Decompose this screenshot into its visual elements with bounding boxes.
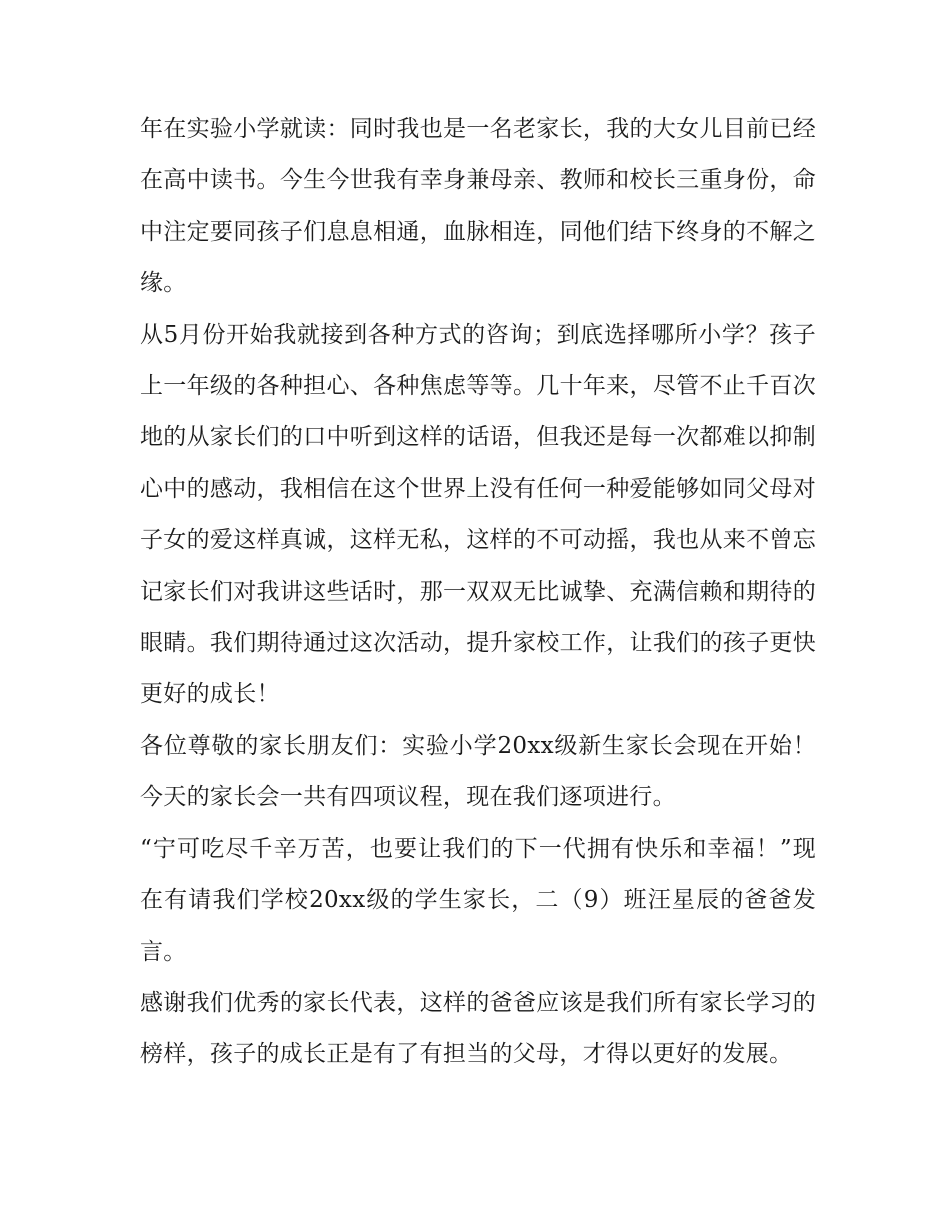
paragraph-1: 年在实验小学就读：同时我也是一名老家长，我的大女儿目前已经在高中读书。今生今世我有幸身兼母亲、教师和校长三重身份，命中注定要同孩子们息息相通，血脉相连，同他们结下终身的不解之缘。 bbox=[140, 116, 816, 297]
document-body bbox=[140, 104, 816, 1081]
paragraph-3: 各位尊敬的家长朋友们：实验小学20xx级新生家长会现在开始！ 今天的家长会一共有四项议程，现在我们逐项进行。 bbox=[140, 732, 816, 811]
paragraph-4: “宁可吃尽千辛万苦，也要让我们的下一代拥有快乐和幸福！”现在有请我们学校20xx级的学生家长，二（9）班汪星辰的爸爸发言。 bbox=[140, 835, 816, 965]
paragraph-5: 感谢我们优秀的家长代表，这样的爸爸应该是我们所有家长学习的榜样，孩子的成长正是有了有担当的父母，才得以更好的发展。 bbox=[140, 989, 816, 1068]
paragraph-2: 从5月份开始我就接到各种方式的咨询；到底选择哪所小学？孩子上一年级的各种担心、各种焦虑等等。几十年来，尽管不止千百次地的从家长们的口中听到这样的话语，但我还是每一次都难以抑制心中的感动，我相信在这个世界上没有任何一种爱能够如同父母对子女的爱这样真诚，这样无私，这样的不可动摇，我也从来不曾忘记家长们对我讲这些话时，那一双双无比诚挚、充满信赖和期待的眼睛。我们期待通过这次活动，提升家校工作，让我们的孩子更快更好的成长！ bbox=[140, 321, 816, 708]
